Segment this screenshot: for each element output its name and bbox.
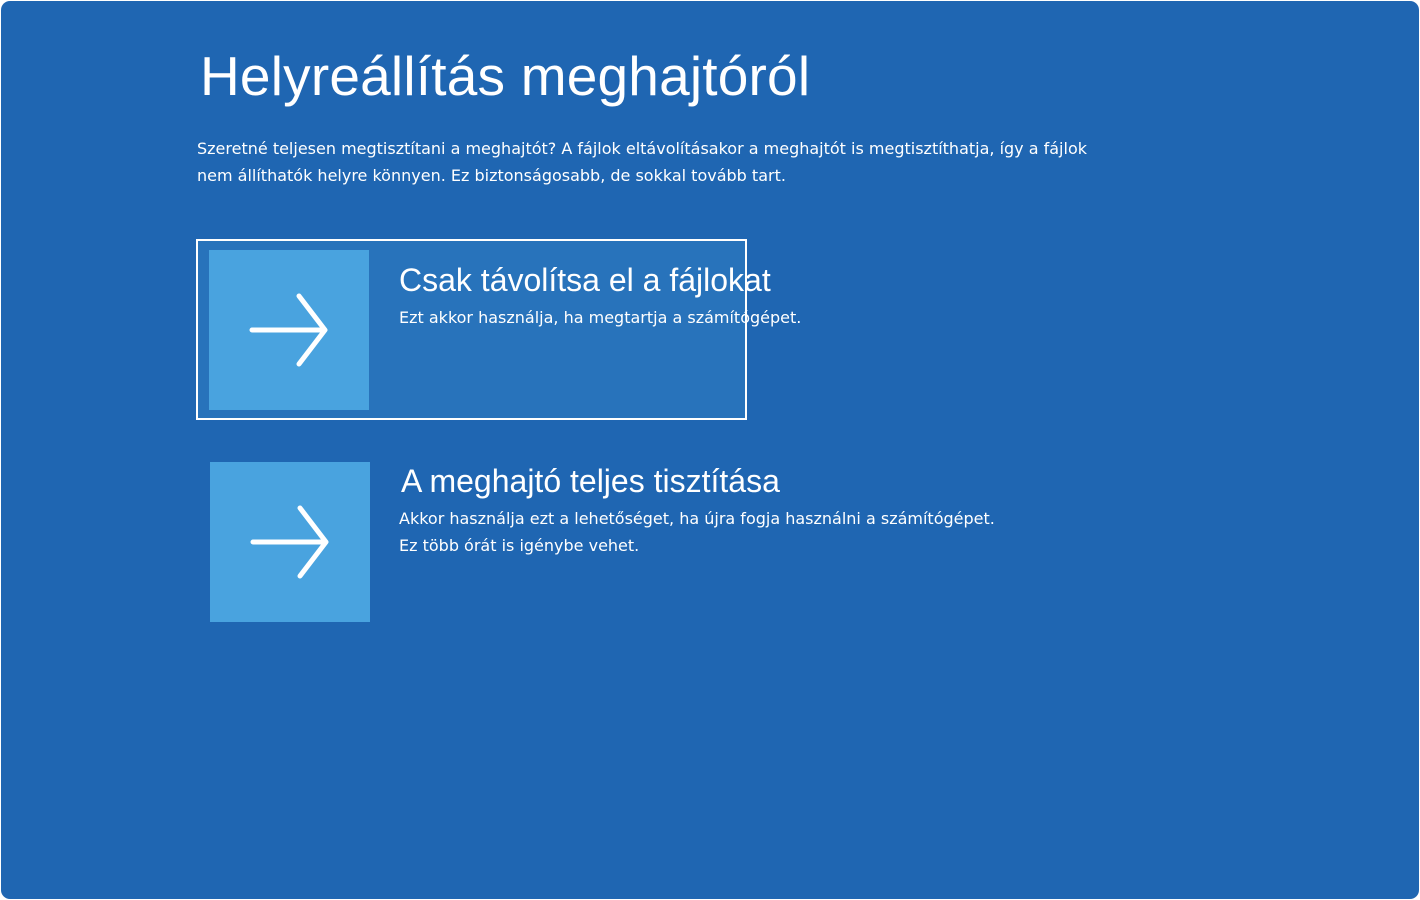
option-description-line-2: Ez több órát is igénybe vehet. bbox=[399, 536, 640, 555]
option-description bbox=[399, 505, 995, 559]
option-description bbox=[399, 304, 801, 331]
description-line-2: nem állíthatók helyre könnyen. Ez biztonságosabb, de sokkal tovább tart. bbox=[197, 166, 786, 185]
option-tile[interactable] bbox=[209, 250, 369, 410]
page-description bbox=[197, 135, 1097, 189]
option-clean-drive[interactable] bbox=[196, 451, 995, 632]
recovery-screen bbox=[1, 1, 1419, 899]
option-title: Csak távolítsa el a fájlokat bbox=[399, 262, 771, 298]
page-title: Helyreállítás meghajtóról bbox=[200, 45, 811, 107]
arrow-right-icon bbox=[250, 502, 330, 582]
option-description-line-1: Akkor használja ezt a lehetőséget, ha újra fogja használni a számítógépet. bbox=[399, 509, 995, 528]
arrow-right-icon bbox=[249, 290, 329, 370]
option-remove-files-only[interactable] bbox=[196, 239, 802, 420]
option-description-line-1: Ezt akkor használja, ha megtartja a számítógépet. bbox=[399, 308, 802, 327]
option-title: A meghajtó teljes tisztítása bbox=[401, 463, 780, 499]
description-line-1: Szeretné teljesen megtisztítani a meghajtót? A fájlok eltávolításakor a meghajtót is megtisztíthatja, így a fájlok bbox=[197, 139, 1087, 158]
option-tile[interactable] bbox=[210, 462, 370, 622]
